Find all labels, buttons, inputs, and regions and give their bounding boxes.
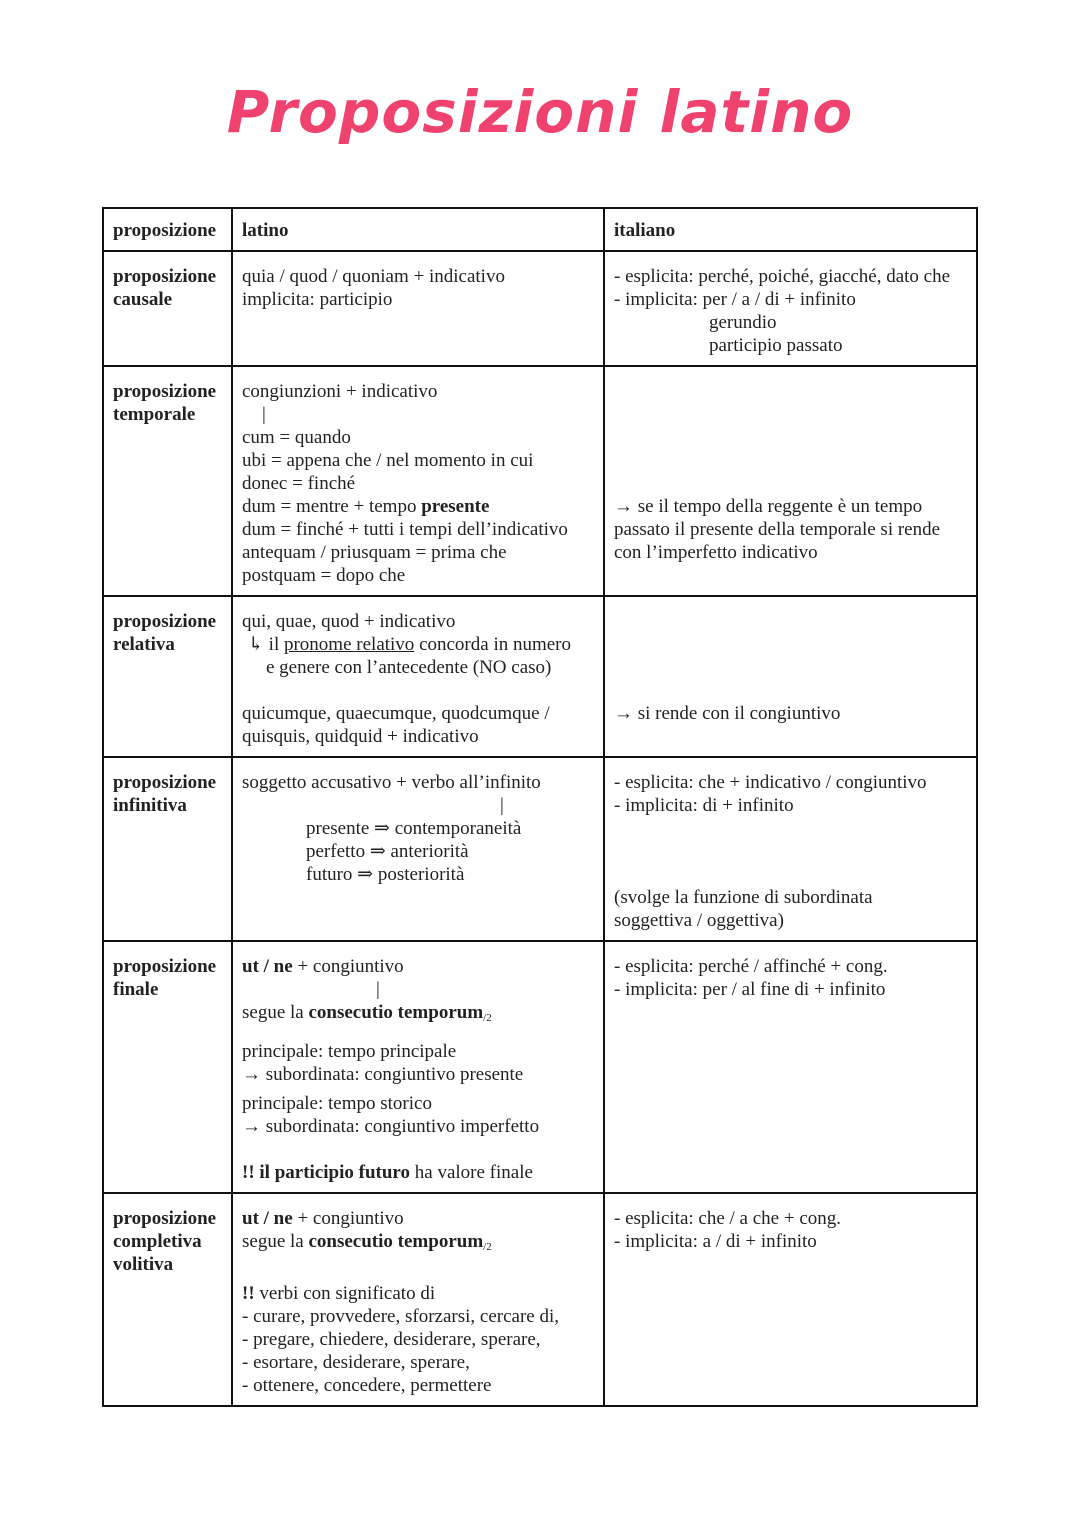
table-header-row (103, 208, 977, 251)
header-latino: latino (232, 208, 604, 251)
table-row-finale (103, 941, 977, 1193)
latino-cell: soggetto accusativo + verbo all’infinito | presente ⇒ contemporaneità perfetto ⇒ anteriorità futuro ⇒ posteriorità (232, 757, 604, 941)
propositions-table (102, 207, 978, 1407)
row-name-cell: proposizione relativa (103, 596, 232, 757)
row-name-cell: proposizione causale (103, 251, 232, 366)
table-row-temporale (103, 366, 977, 596)
header-italiano: italiano (604, 208, 977, 251)
table-row-infinitiva (103, 757, 977, 941)
italiano-cell: - esplicita: perché / affinché + cong. - implicita: per / al fine di + infinito (604, 941, 977, 1193)
italiano-cell: - esplicita: che / a che + cong. - implicita: a / di + infinito (604, 1193, 977, 1406)
italiano-cell: → se il tempo della reggente è un tempo passato il presente della temporale si rende con l’imperfetto indicativo (604, 366, 977, 596)
row-name-cell: proposizione infinitiva (103, 757, 232, 941)
latino-cell: ut / ne + congiuntivo segue la consecutio temporum$_{/2}$ !! verbi con significato di - curare, provvedere, sforzarsi, cercare di, - pregare, chiedere, desiderare, sperare, - esortare, desiderare, sperare, - ottenere, concedere, permettere (232, 1193, 604, 1406)
row-name-cell: proposizione completiva volitiva (103, 1193, 232, 1406)
page-title: Proposizioni latino (226, 78, 854, 146)
connector-bar: | (262, 404, 266, 425)
table-row-completiva-volitiva (103, 1193, 977, 1406)
header-proposizione: proposizione (103, 208, 232, 251)
latino-cell: qui, quae, quod + indicativo ↳ il pronome relativo concorda in numero e genere con l’antecedente (NO caso) quicumque, quaecumque, quodcumque / quisquis, quidquid + indicativo (232, 596, 604, 757)
table-row-relativa (103, 596, 977, 757)
row-name-cell: proposizione finale (103, 941, 232, 1193)
latino-cell: ut / ne + congiuntivo | segue la consecutio temporum$_{/2}$ principale: tempo principale → subordinata: congiuntivo presente principale: tempo storico → subordinata: congiuntivo imperfetto !! il participio futuro ha valore finale (232, 941, 604, 1193)
italiano-cell: - esplicita: perché, poiché, giacché, dato che - implicita: per / a / di + infinito gerundio participio passato (604, 251, 977, 366)
connector-bar: | (376, 979, 380, 1000)
connector-bar: | (500, 795, 504, 816)
italiano-cell: → si rende con il congiuntivo (604, 596, 977, 757)
row-name-cell: proposizione temporale (103, 366, 232, 596)
table-row-causale (103, 251, 977, 366)
italiano-cell: - esplicita: che + indicativo / congiuntivo - implicita: di + infinito (svolge la funzione di subordinata soggettiva / oggettiva) (604, 757, 977, 941)
latino-cell: quia / quod / quoniam + indicativo implicita: participio (232, 251, 604, 366)
latino-cell: congiunzioni + indicativo | cum = quando ubi = appena che / nel momento in cui donec = finché dum = mentre + tempo presente dum = finché + tutti i tempi dell’indicativo antequam / priusquam = prima che postquam = dopo che (232, 366, 604, 596)
